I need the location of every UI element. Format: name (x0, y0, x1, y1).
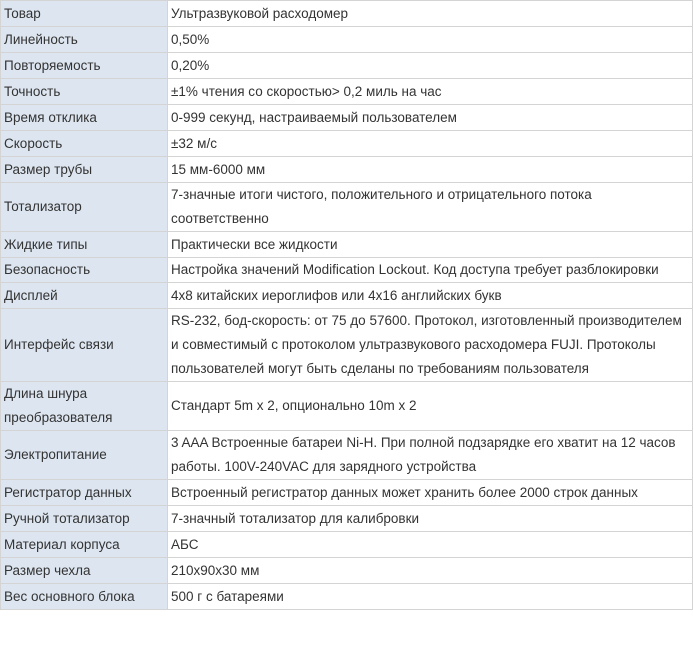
table-row (1, 506, 693, 532)
row-value: 0-999 секунд, настраиваемый пользователем (168, 105, 693, 131)
table-row (1, 532, 693, 558)
row-label: Повторяемость (1, 53, 168, 79)
row-value: ±32 м/с (168, 131, 693, 157)
table-row (1, 183, 693, 232)
row-value: Стандарт 5m x 2, опционально 10m x 2 (168, 382, 693, 431)
row-value: 500 г с батареями (168, 584, 693, 610)
row-label: Вес основного блока (1, 584, 168, 610)
row-value: 210x90x30 мм (168, 558, 693, 584)
row-value: 0,50% (168, 27, 693, 53)
row-label: Ручной тотализатор (1, 506, 168, 532)
table-row (1, 283, 693, 309)
row-label: Скорость (1, 131, 168, 157)
row-value: 15 мм-6000 мм (168, 157, 693, 183)
table-row (1, 258, 693, 283)
row-value: 7-значные итоги чистого, положительного и отрицательного потока соответственно (168, 183, 693, 232)
row-label: Безопасность (1, 258, 168, 283)
table-row (1, 480, 693, 506)
row-label: Дисплей (1, 283, 168, 309)
row-label: Жидкие типы (1, 232, 168, 258)
row-label: Размер трубы (1, 157, 168, 183)
row-value: RS-232, бод-скорость: от 75 до 57600. Протокол, изготовленный производителем и совместимый с протоколом ультразвукового расходомера FUJI. Протоколы пользователей могут быть сделаны по требованиям пользователя (168, 309, 693, 382)
table-row (1, 27, 693, 53)
row-label: Размер чехла (1, 558, 168, 584)
table-row (1, 79, 693, 105)
table-row (1, 558, 693, 584)
table-row (1, 309, 693, 382)
table-row (1, 1, 693, 27)
table-row (1, 584, 693, 610)
row-value: Ультразвуковой расходомер (168, 1, 693, 27)
row-value: Настройка значений Modification Lockout. Код доступа требует разблокировки (168, 258, 693, 283)
table-row (1, 105, 693, 131)
row-label: Тотализатор (1, 183, 168, 232)
table-row (1, 382, 693, 431)
row-value: АБС (168, 532, 693, 558)
row-value: 0,20% (168, 53, 693, 79)
row-value: 7-значный тотализатор для калибровки (168, 506, 693, 532)
row-label: Интерфейс связи (1, 309, 168, 382)
row-label: Регистратор данных (1, 480, 168, 506)
table-row (1, 157, 693, 183)
row-label: Время отклика (1, 105, 168, 131)
table-row (1, 53, 693, 79)
row-label: Электропитание (1, 431, 168, 480)
row-value: 4x8 китайских иероглифов или 4x16 английских букв (168, 283, 693, 309)
table-row (1, 232, 693, 258)
row-label: Материал корпуса (1, 532, 168, 558)
row-value: ±1% чтения со скоростью> 0,2 миль на час (168, 79, 693, 105)
table-row (1, 431, 693, 480)
row-value: Встроенный регистратор данных может хранить более 2000 строк данных (168, 480, 693, 506)
table-row (1, 131, 693, 157)
row-label: Точность (1, 79, 168, 105)
row-value: 3 AAA Встроенные батареи Ni-H. При полной подзарядке его хватит на 12 часов работы. 100V-240VAC для зарядного устройства (168, 431, 693, 480)
row-label: Линейность (1, 27, 168, 53)
row-value: Практически все жидкости (168, 232, 693, 258)
row-label: Товар (1, 1, 168, 27)
row-label: Длина шнура преобразователя (1, 382, 168, 431)
